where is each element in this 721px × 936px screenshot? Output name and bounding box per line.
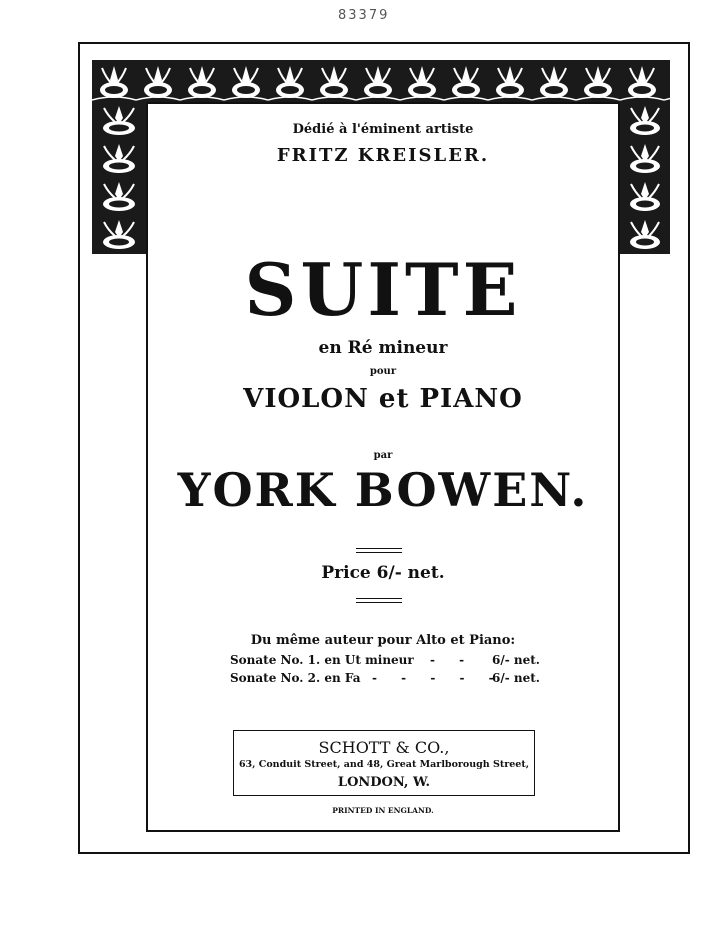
key-subtitle: en Ré mineur [318, 338, 448, 358]
publisher-address: 63, Conduit Street, and 48, Great Marlborough Street, [238, 759, 530, 770]
ornament-right-band-icon [620, 102, 670, 254]
rule-below-price [356, 598, 402, 603]
price-label: Price 6/- net. [321, 563, 445, 583]
work-price: 6/- net. [492, 671, 540, 685]
composer-name: YORK BOWEN. [177, 463, 589, 517]
publisher-name: SCHOTT & CO., [318, 738, 450, 757]
printed-in-note: PRINTED IN ENGLAND. [332, 806, 434, 815]
for-word: pour [369, 366, 397, 377]
work-leader: - - - - - [372, 671, 504, 685]
same-author-heading: Du même auteur pour Alto et Piano: [250, 633, 516, 648]
work-name: Sonate No. 2. en Fa [230, 671, 361, 685]
publisher-city: LONDON, W. [337, 775, 431, 790]
work-leader: - - [430, 653, 475, 667]
instruments-line: VIOLON et PIANO [243, 384, 523, 414]
ornament-top-band-icon [92, 60, 670, 104]
work-name: Sonate No. 1. en Ut mineur [230, 653, 414, 667]
dedicatee-name: FRITZ KREISLER. [276, 145, 490, 166]
work-price: 6/- net. [492, 653, 540, 667]
dedication-line: Dédié à l'éminent artiste [292, 122, 474, 137]
rule-above-price [356, 548, 402, 553]
ornament-left-band-icon [92, 102, 146, 254]
handwritten-catalog-number: 83379 [338, 8, 390, 23]
main-title: SUITE [244, 247, 522, 332]
by-word: par [373, 450, 393, 461]
